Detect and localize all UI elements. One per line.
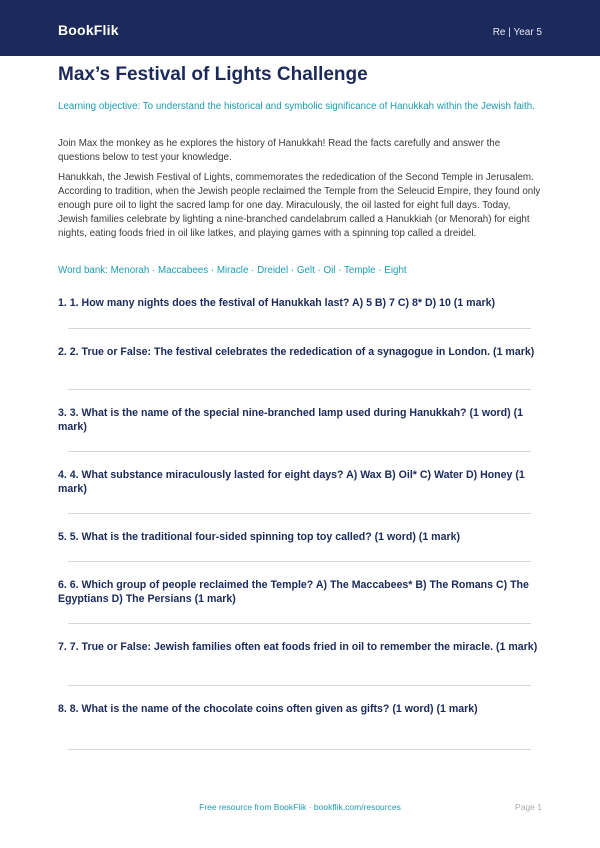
question-6: 6. 6. Which group of people reclaimed the Temple? A) The Maccabees* B) The Romans C) The Egyptians D) The Persians (1 mark) [58, 579, 529, 605]
answer-line-2[interactable] [68, 389, 531, 390]
question-2: 2. 2. True or False: The festival celebrates the rededication of a synagogue in London. (1 mark) [58, 346, 535, 358]
body-text: Hanukkah, the Jewish Festival of Lights, commemorates the rededication of the Second Temple in Jerusalem. According to tradition, when the Jewish people reclaimed the Temple from the Seleucid Empire, they found only enough pure oil to light the sacred lamp for one day. Miraculously, the oil lasted for eight full days. Today, Jewish families celebrate by lighting a nine-branched candelabrum called a Hanukkiah (or Menorah) for eight nights, eating foods fried in oil like latkes, and playing games with a spinning top called a dreidel. [58, 172, 541, 239]
brand-logo[interactable]: BookFlik [58, 22, 119, 38]
learning-objective: Learning objective: To understand the historical and symbolic significance of Hanukkah within the Jewish faith. [58, 101, 535, 112]
word-bank: Word bank: Menorah · Maccabees · Miracle · Dreidel · Gelt · Oil · Temple · Eight [58, 265, 407, 276]
answer-line-3[interactable] [68, 451, 531, 452]
question-3: 3. 3. What is the name of the special nine-branched lamp used during Hanukkah? (1 word) (1 mark) [58, 407, 524, 433]
header-bar [0, 0, 600, 56]
subject-year-label: Re | Year 5 [492, 27, 542, 38]
page-title: Max’s Festival of Lights Challenge [58, 64, 368, 85]
footer-link[interactable]: Free resource from BookFlik · bookflik.com/resources [199, 802, 401, 812]
answer-line-8[interactable] [68, 749, 531, 750]
page-number: Page 1 [515, 802, 542, 812]
question-1: 1. 1. How many nights does the festival of Hanukkah last? A) 5 B) 7 C) 8* D) 10 (1 mark) [58, 297, 496, 309]
question-8: 8. 8. What is the name of the chocolate coins often given as gifts? (1 word) (1 mark) [58, 703, 478, 715]
question-5: 5. 5. What is the traditional four-sided spinning top toy called? (1 word) (1 mark) [58, 531, 461, 543]
intro-text: Join Max the monkey as he explores the history of Hanukkah! Read the facts carefully and answer the questions below to test your knowledge. [58, 138, 501, 163]
answer-line-1[interactable] [68, 328, 531, 329]
answer-line-6[interactable] [68, 623, 531, 624]
answer-line-4[interactable] [68, 513, 531, 514]
answer-line-7[interactable] [68, 685, 531, 686]
question-4: 4. 4. What substance miraculously lasted for eight days? A) Wax B) Oil* C) Water D) Honey (1 mark) [58, 469, 525, 495]
question-7: 7. 7. True or False: Jewish families often eat foods fried in oil to remember the miracle. (1 mark) [58, 641, 538, 653]
answer-line-5[interactable] [68, 561, 531, 562]
